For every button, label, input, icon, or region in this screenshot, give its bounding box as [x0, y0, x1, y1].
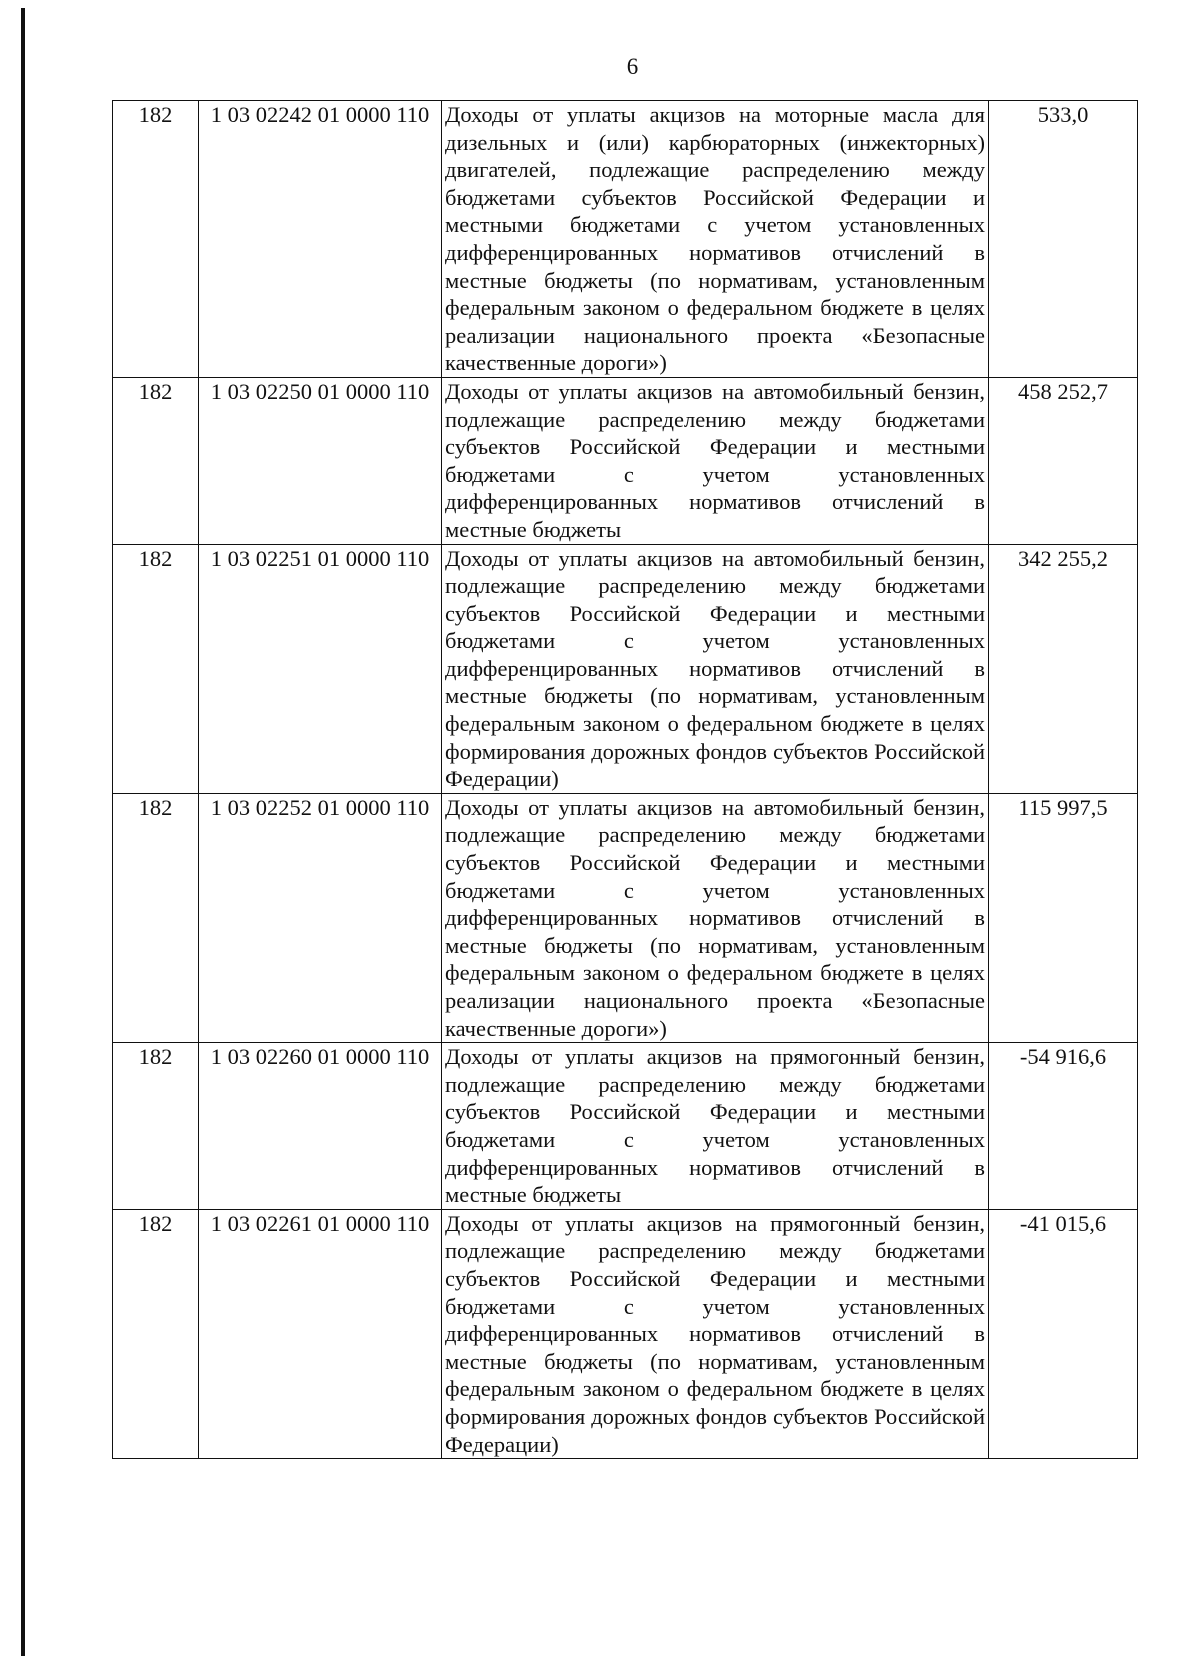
admin-code-cell: 182: [113, 793, 199, 1042]
table-row: [113, 377, 1138, 544]
amount-cell: 533,0: [989, 101, 1138, 378]
table-row: [113, 1043, 1138, 1210]
admin-code-cell: 182: [113, 1043, 199, 1210]
description-cell: Доходы от уплаты акцизов на автомобильный бензин, подлежащие распределению между бюджетами субъектов Российской Федерации и местными бюджетами с учетом установленных дифференцированных нормативов отчислений в местные бюджеты (по нормативам, установленным федеральным законом о федеральном бюджете в целях реализации национального проекта «Безопасные качественные дороги»): [442, 793, 989, 1042]
kbk-code-cell: 1 03 02252 01 0000 110: [199, 793, 442, 1042]
table-row: [113, 793, 1138, 1042]
amount-cell: 115 997,5: [989, 793, 1138, 1042]
description-cell: Доходы от уплаты акцизов на автомобильный бензин, подлежащие распределению между бюджетами субъектов Российской Федерации и местными бюджетами с учетом установленных дифференцированных нормативов отчислений в местные бюджеты (по нормативам, установленным федеральным законом о федеральном бюджете в целях формирования дорожных фондов субъектов Российской Федерации): [442, 544, 989, 793]
table-row: [113, 101, 1138, 378]
description-cell: Доходы от уплаты акцизов на моторные масла для дизельных и (или) карбюраторных (инжекторных) двигателей, подлежащие распределению между бюджетами субъектов Российской Федерации и местными бюджетами с учетом установленных дифференцированных нормативов отчислений в местные бюджеты (по нормативам, установленным федеральным законом о федеральном бюджете в целях реализации национального проекта «Безопасные качественные дороги»): [442, 101, 989, 378]
admin-code-cell: 182: [113, 101, 199, 378]
kbk-code-cell: 1 03 02250 01 0000 110: [199, 377, 442, 544]
binding-line: [21, 8, 25, 1656]
kbk-code-cell: 1 03 02242 01 0000 110: [199, 101, 442, 378]
page-number: 6: [626, 54, 639, 79]
kbk-code-cell: 1 03 02251 01 0000 110: [199, 544, 442, 793]
kbk-code-cell: 1 03 02261 01 0000 110: [199, 1209, 442, 1458]
description-cell: Доходы от уплаты акцизов на прямогонный бензин, подлежащие распределению между бюджетами субъектов Российской Федерации и местными бюджетами с учетом установленных дифференцированных нормативов отчислений в местные бюджеты (по нормативам, установленным федеральным законом о федеральном бюджете в целях формирования дорожных фондов субъектов Российской Федерации): [442, 1209, 989, 1458]
table-row: [113, 1209, 1138, 1458]
admin-code-cell: 182: [113, 1209, 199, 1458]
description-cell: Доходы от уплаты акцизов на автомобильный бензин, подлежащие распределению между бюджетами субъектов Российской Федерации и местными бюджетами с учетом установленных дифференцированных нормативов отчислений в местные бюджеты: [442, 377, 989, 544]
revenue-table: [112, 100, 1138, 1459]
revenue-table-body: [113, 101, 1138, 1459]
amount-cell: 458 252,7: [989, 377, 1138, 544]
description-cell: Доходы от уплаты акцизов на прямогонный бензин, подлежащие распределению между бюджетами субъектов Российской Федерации и местными бюджетами с учетом установленных дифференцированных нормативов отчислений в местные бюджеты: [442, 1043, 989, 1210]
admin-code-cell: 182: [113, 377, 199, 544]
amount-cell: -41 015,6: [989, 1209, 1138, 1458]
admin-code-cell: 182: [113, 544, 199, 793]
table-row: [113, 544, 1138, 793]
kbk-code-cell: 1 03 02260 01 0000 110: [199, 1043, 442, 1210]
amount-cell: 342 255,2: [989, 544, 1138, 793]
amount-cell: -54 916,6: [989, 1043, 1138, 1210]
